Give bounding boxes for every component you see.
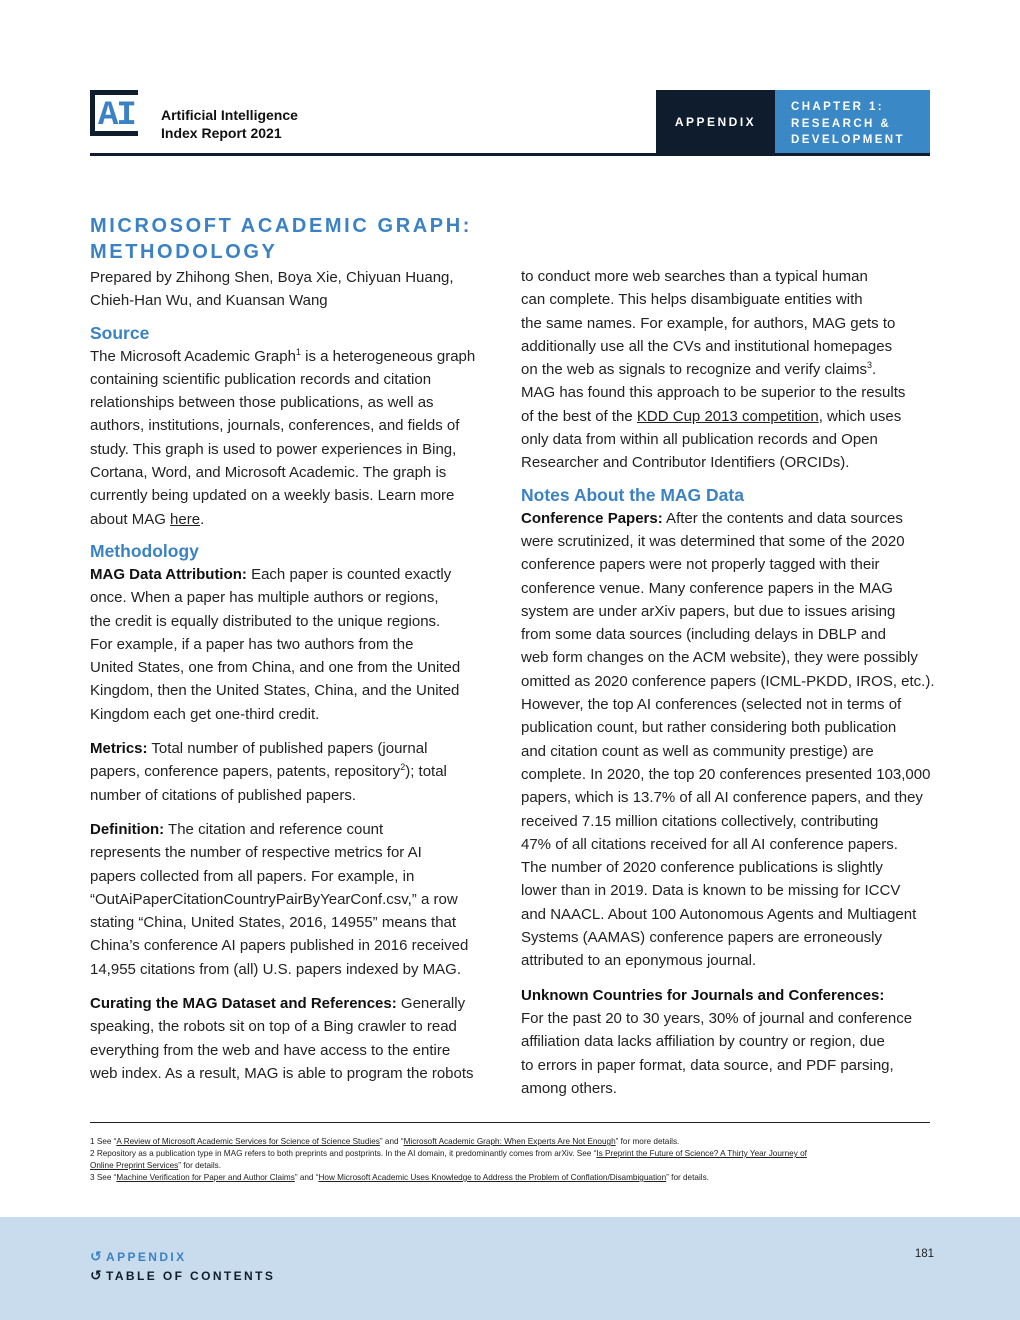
right-column <box>521 265 936 1100</box>
methodology-heading: Methodology <box>90 540 199 561</box>
page-title <box>90 213 500 265</box>
text-span: about MAG <box>90 510 171 528</box>
metrics-paragraph <box>90 737 500 807</box>
page-number: 181 <box>914 1248 934 1260</box>
text-span: ” for details. <box>178 1161 222 1170</box>
attribution-paragraph <box>90 563 500 726</box>
footnote-ref[interactable]: 2 <box>400 762 406 773</box>
text-line: the same names. For example, for authors, MAG gets to <box>521 314 896 332</box>
text-line: speaking, the robots sit on top of a Bing crawler to read <box>90 1018 457 1036</box>
page-header <box>90 90 930 156</box>
text-line: papers, which is 13.7% of all AI conference papers, and they <box>521 789 923 807</box>
source-paragraph <box>90 345 500 531</box>
text-line: and citation count as well as community prestige) are <box>521 742 874 760</box>
text-line: relationships between those publications, as well as <box>90 394 434 412</box>
footnote-link[interactable]: Machine Verification for Paper and Author Claims <box>116 1173 295 1182</box>
text-line: stating “China, United States, 2016, 14955” means that <box>90 914 457 932</box>
footnote-ref[interactable]: 3 <box>867 360 873 371</box>
text-line <box>90 992 500 1015</box>
chapter-tab[interactable] <box>775 90 930 153</box>
bold-label: Definition: <box>90 820 165 838</box>
text-line <box>90 563 500 586</box>
text-span: ” and “ <box>294 1173 319 1182</box>
text-span: 3 See “ <box>90 1173 117 1182</box>
footnote-2 <box>90 1148 930 1160</box>
text-line <box>90 760 500 783</box>
text-line: and NAACL. About 100 Autonomous Agents and Multiagent <box>521 905 917 923</box>
text-span: 1 See “ <box>90 1137 117 1146</box>
unknown-countries-paragraph <box>521 984 936 1100</box>
text-line: Systems (AAMAS) conference papers are erroneously <box>521 929 882 947</box>
text-line: study. This graph is used to power experiences in Bing, <box>90 440 457 458</box>
text-span: Generally <box>396 995 466 1013</box>
text-line: China’s conference AI papers published in 2016 received <box>90 937 469 955</box>
appendix-link-label: APPENDIX <box>106 1250 187 1264</box>
footnote-link[interactable]: How Microsoft Academic Uses Knowledge to Address the Problem of Conflation/Disambiguation <box>318 1173 667 1182</box>
footnote-link[interactable]: Microsoft Academic Graph: When Experts Are Not Enough <box>403 1137 616 1146</box>
text-span: . <box>200 510 205 528</box>
bold-label: Curating the MAG Dataset and References: <box>90 995 397 1013</box>
appendix-tab[interactable]: APPENDIX <box>656 90 775 153</box>
return-arrow-icon: ↺ <box>90 1248 102 1264</box>
table-of-contents-link[interactable] <box>90 1267 275 1284</box>
curating-paragraph <box>90 992 500 1085</box>
text-line <box>521 984 936 1007</box>
text-span: After the contents and data sources <box>662 509 903 527</box>
text-line <box>90 345 500 368</box>
text-line <box>521 358 936 381</box>
text-line: However, the top AI conferences (selected not in terms of <box>521 696 902 714</box>
brand-line: Artificial Intelligence <box>161 107 298 123</box>
footnote-ref[interactable]: 1 <box>295 346 301 357</box>
bold-label: MAG Data Attribution: <box>90 565 247 583</box>
text-line: 47% of all citations received for all AI conference papers. <box>521 835 898 853</box>
text-line: conference venue. Many conference papers in the MAG <box>521 579 893 597</box>
text-span: 2 Repository as a publication type in MAG refers to both preprints and postprints. In the AI domain, it predominantly comes from arXiv. See “ <box>90 1149 597 1158</box>
footnote-3 <box>90 1172 930 1184</box>
definition-paragraph <box>90 818 500 981</box>
notes-heading: Notes About the MAG Data <box>521 484 744 505</box>
here-link[interactable]: here <box>170 510 201 528</box>
text-line: attributed to an eponymous journal. <box>521 952 757 970</box>
text-line: currently being updated on a weekly basis. Learn more <box>90 487 455 505</box>
left-column <box>90 213 500 1085</box>
title-line: MICROSOFT ACADEMIC GRAPH: <box>90 215 473 237</box>
text-line: were scrutinized, it was determined that some of the 2020 <box>521 532 905 550</box>
footnotes <box>90 1136 930 1184</box>
text-line: The number of 2020 conference publications is slightly <box>521 859 883 877</box>
text-line: affiliation data lacks affiliation by country or region, due <box>521 1033 885 1051</box>
ai-index-logo <box>90 90 146 140</box>
source-heading: Source <box>90 322 150 343</box>
header-divider <box>90 153 930 156</box>
text-line: system are under arXiv papers, but due to issues arising <box>521 602 896 620</box>
text-line <box>90 737 500 760</box>
text-span: ” for details. <box>666 1173 709 1182</box>
curating-continued <box>521 265 936 475</box>
text-line: additionally use all the CVs and institutional homepages <box>521 337 893 355</box>
toc-link-label: TABLE OF CONTENTS <box>106 1269 276 1283</box>
text-line <box>90 818 500 841</box>
footnote-1 <box>90 1136 930 1148</box>
text-line: once. When a paper has multiple authors or regions, <box>90 589 439 607</box>
text-span: The citation and reference count <box>164 820 384 838</box>
chapter-tab-line: CHAPTER 1: <box>791 101 885 113</box>
text-span: papers, conference papers, patents, repository <box>90 763 401 781</box>
chapter-tab-line: DEVELOPMENT <box>791 134 905 146</box>
text-line: containing scientific publication records and citation <box>90 370 432 388</box>
text-span: ” and “ <box>379 1137 404 1146</box>
text-line: everything from the web and have access to the entire <box>90 1041 451 1059</box>
text-line: received 7.15 million citations collectively, contributing <box>521 812 879 830</box>
text-span: . <box>872 361 877 379</box>
footnote-divider <box>90 1122 930 1123</box>
bold-label: Metrics: <box>90 740 148 758</box>
appendix-link[interactable] <box>90 1248 187 1265</box>
text-line: web index. As a result, MAG is able to program the robots <box>90 1064 474 1082</box>
title-line: METHODOLOGY <box>90 241 278 263</box>
brand-line: Index Report 2021 <box>161 125 282 141</box>
text-span: on the web as signals to recognize and verify claims <box>521 361 868 379</box>
text-span: , which uses <box>818 407 902 425</box>
text-line: MAG has found this approach to be superior to the results <box>521 384 906 402</box>
kdd-cup-link[interactable]: KDD Cup 2013 competition <box>636 407 819 425</box>
text-span: is a heterogeneous graph <box>300 347 476 365</box>
text-line: authors, institutions, journals, conferences, and fields of <box>90 417 460 435</box>
text-line: complete. In 2020, the top 20 conferences presented 103,000 <box>521 765 931 783</box>
text-line: from some data sources (including delays in DBLP and <box>521 626 886 644</box>
text-line: Chieh-Han Wu, and Kuansan Wang <box>90 292 328 310</box>
text-line: 14,955 citations from (all) U.S. papers indexed by MAG. <box>90 960 462 978</box>
text-line: “OutAiPaperCitationCountryPairByYearConf.csv,” a row <box>90 890 458 908</box>
text-line: can complete. This helps disambiguate entities with <box>521 291 863 309</box>
text-span: Each paper is counted exactly <box>246 565 452 583</box>
text-span: ” for more details. <box>615 1137 680 1146</box>
text-line: Researcher and Contributor Identifiers (ORCIDs). <box>521 454 850 472</box>
text-line: For example, if a paper has two authors from the <box>90 635 414 653</box>
footnote-link[interactable]: Online Preprint Services <box>90 1161 179 1170</box>
text-span: Total number of published papers (journal <box>147 740 428 758</box>
logo-text: AI <box>98 97 135 135</box>
text-line: only data from within all publication records and Open <box>521 431 878 449</box>
text-line: number of citations of published papers. <box>90 786 356 804</box>
text-line: represents the number of respective metrics for AI <box>90 844 422 862</box>
text-span: of the best of the <box>521 407 637 425</box>
report-brand <box>161 106 298 142</box>
conference-papers-paragraph <box>521 507 936 973</box>
text-line: papers collected from all papers. For example, in <box>90 867 415 885</box>
bold-label: Unknown Countries for Journals and Conferences: <box>521 986 885 1004</box>
page-footer <box>0 1217 1020 1320</box>
text-line <box>90 508 500 531</box>
text-line: Kingdom, then the United States, China, and the United <box>90 682 460 700</box>
footnote-2-cont <box>90 1160 930 1172</box>
text-line: conference papers were not properly tagged with their <box>521 556 880 574</box>
text-line: the credit is equally distributed to the unique regions. <box>90 612 441 630</box>
footnote-link[interactable]: Is Preprint the Future of Science? A Thirty Year Journey of <box>596 1149 807 1158</box>
bold-label: Conference Papers: <box>521 509 663 527</box>
text-line: web form changes on the ACM website), they were possibly <box>521 649 918 667</box>
return-arrow-icon: ↺ <box>90 1267 102 1283</box>
text-span: ); total <box>405 763 447 781</box>
footnote-link[interactable]: A Review of Microsoft Academic Services for Science of Science Studies <box>116 1137 380 1146</box>
prepared-by <box>90 266 500 313</box>
chapter-tab-line: RESEARCH & <box>791 117 892 130</box>
text-line: to errors in paper format, data source, and PDF parsing, <box>521 1056 894 1074</box>
text-line: For the past 20 to 30 years, 30% of journal and conference <box>521 1009 913 1027</box>
text-line: publication count, but rather considering both publication <box>521 719 897 737</box>
text-line: to conduct more web searches than a typical human <box>521 268 868 285</box>
text-line: lower than in 2019. Data is known to be missing for ICCV <box>521 882 901 900</box>
text-line: United States, one from China, and one from the United <box>90 659 461 677</box>
text-line: among others. <box>521 1079 617 1097</box>
text-line: Kingdom each get one-third credit. <box>90 705 320 723</box>
text-line: Prepared by Zhihong Shen, Boya Xie, Chiyuan Huang, <box>90 269 454 286</box>
text-line <box>521 507 936 530</box>
text-line: omitted as 2020 conference papers (ICML-PKDD, IROS, etc.). <box>521 672 935 690</box>
text-line: Cortana, Word, and Microsoft Academic. The graph is <box>90 464 447 482</box>
text-span: The Microsoft Academic Graph <box>90 347 296 365</box>
text-line <box>521 405 936 428</box>
